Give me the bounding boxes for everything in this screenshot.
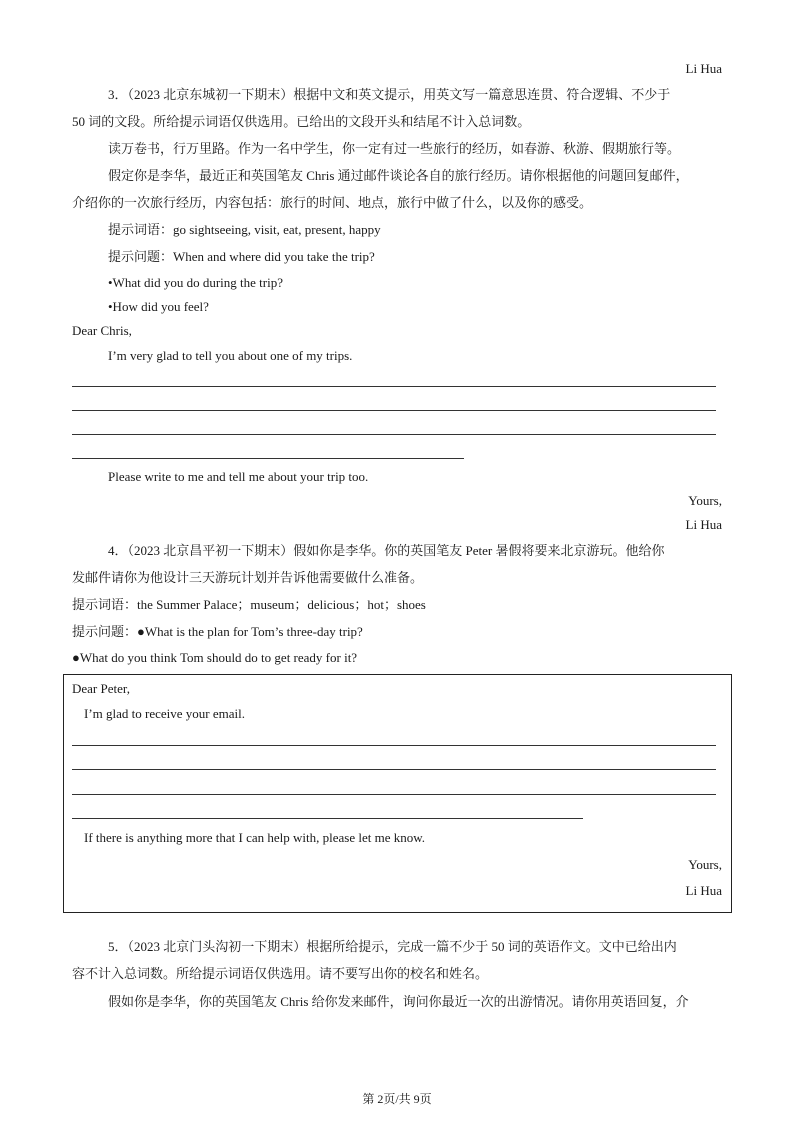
q4-writing-line[interactable]	[72, 818, 583, 819]
q4-signature: Li Hua	[685, 883, 722, 898]
q5-paragraph-1: 假如你是李华，你的英国笔友 Chris 给你发来邮件，询问你最近一次的出游情况。请你用英语回复，介	[108, 994, 689, 1009]
q3-paragraph-1: 读万卷书，行万里路。作为一名中学生，你一定有过一些旅行的经历，如春游、秋游、假期旅行等。	[108, 141, 681, 156]
q4-closing: If there is anything more that I can help with, please let me know.	[84, 830, 426, 845]
q3-paragraph-2b: 介绍你的一次旅行经历，内容包括：旅行的时间、地点，旅行中做了什么，以及你的感受。	[72, 195, 593, 210]
q3-writing-line[interactable]	[72, 410, 716, 411]
q4-greeting: Dear Peter,	[72, 681, 130, 696]
q4-intro-line-1: 4．（2023 北京昌平初一下期末）假如你是李华。你的英国笔友 Peter 暑假将要来北京游玩。他给你	[108, 543, 665, 558]
q3-opening: I’m very glad to tell you about one of my trips.	[108, 348, 353, 363]
q3-sign-off: Yours,	[688, 493, 722, 508]
q3-intro-line-2: 50 词的文段。所给提示词语仅供选用。已给出的文段开头和结尾不计入总词数。	[72, 114, 531, 129]
previous-signature: Li Hua	[685, 61, 722, 76]
q3-hint-question-3: •How did you feel?	[108, 299, 209, 314]
q3-greeting: Dear Chris,	[72, 323, 132, 338]
q4-hint-question-1: 提示问题：●What is the plan for Tom’s three-day trip?	[72, 624, 363, 639]
q3-hint-words: 提示词语：go sightseeing, visit, eat, present, happy	[108, 222, 381, 237]
page-number: 第 2页/共 9页	[362, 1092, 432, 1106]
q5-intro-line-2: 容不计入总词数。所给提示词语仅供选用。请不要写出你的校名和姓名。	[72, 966, 489, 981]
q3-writing-line[interactable]	[72, 434, 716, 435]
q3-writing-line[interactable]	[72, 386, 716, 387]
q3-signature: Li Hua	[685, 517, 722, 532]
q4-hint-words: 提示词语：the Summer Palace；museum；delicious；hot；shoes	[72, 597, 426, 612]
q3-paragraph-2a: 假定你是李华，最近正和英国笔友 Chris 通过邮件谈论各自的旅行经历。请你根据他的问题回复邮件，	[108, 168, 689, 183]
q3-hint-question-1: 提示问题：When and where did you take the trip?	[108, 249, 375, 264]
q4-opening: I’m glad to receive your email.	[84, 706, 245, 721]
q3-closing: Please write to me and tell me about your trip too.	[108, 469, 369, 484]
q4-writing-line[interactable]	[72, 769, 716, 770]
q4-sign-off: Yours,	[688, 857, 722, 872]
q4-intro-line-2: 发邮件请你为他设计三天游玩计划并告诉他需要做什么准备。	[72, 570, 424, 585]
q3-writing-line[interactable]	[72, 458, 464, 459]
q4-writing-line[interactable]	[72, 794, 716, 795]
q5-intro-line-1: 5．（2023 北京门头沟初一下期末）根据所给提示，完成一篇不少于 50 词的英语作文。文中已给出内	[108, 939, 677, 954]
q4-hint-question-2: ●What do you think Tom should do to get ready for it?	[72, 650, 358, 665]
q3-hint-question-2: •What did you do during the trip?	[108, 275, 283, 290]
q4-writing-line[interactable]	[72, 745, 716, 746]
q3-intro-line-1: 3．（2023 北京东城初一下期末）根据中文和英文提示，用英文写一篇意思连贯、符合逻辑、不少于	[108, 87, 671, 102]
